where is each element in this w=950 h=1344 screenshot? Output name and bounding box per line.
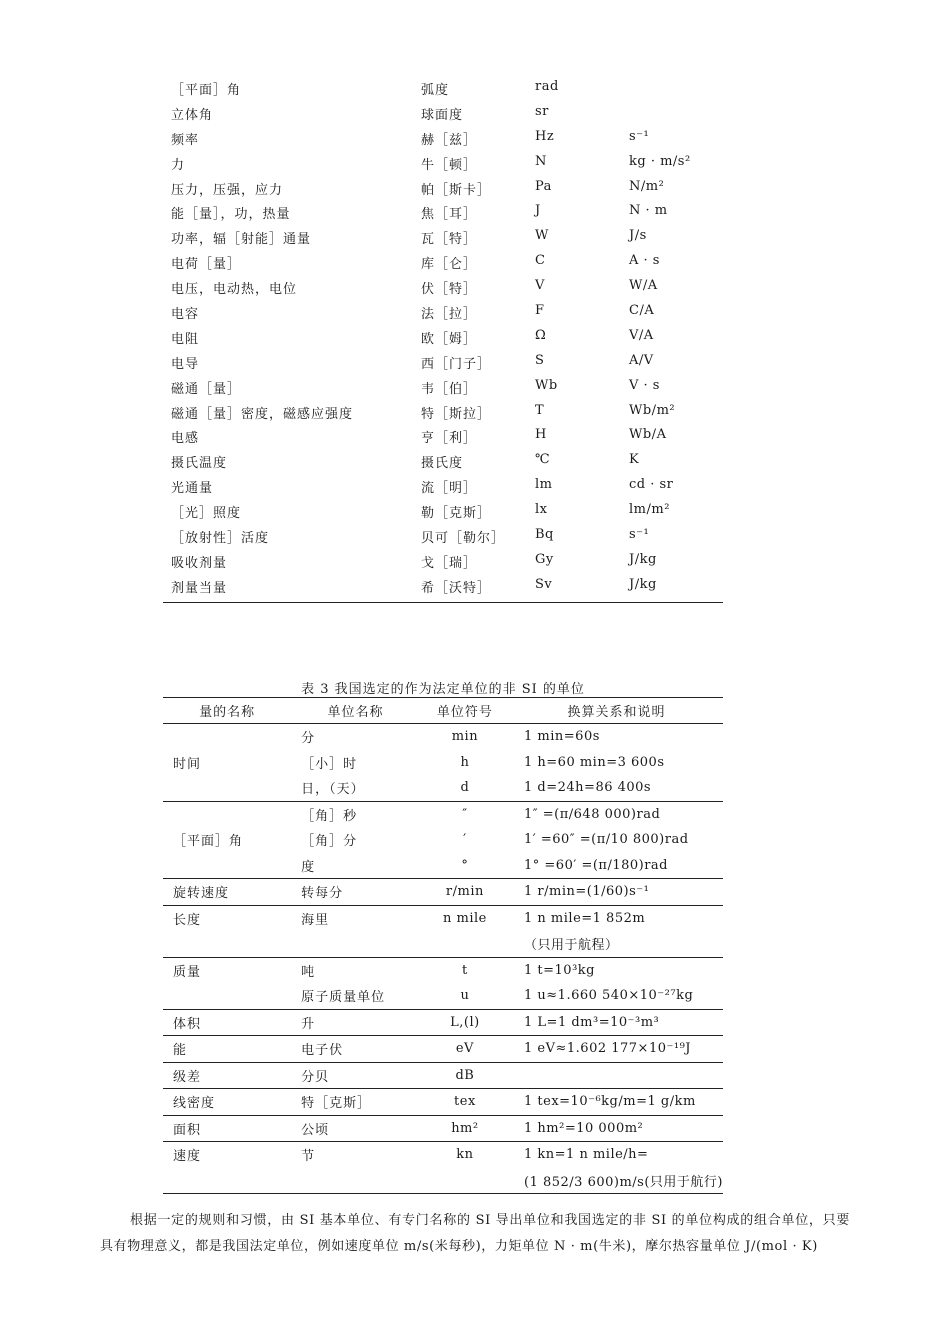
table-row: [163, 202, 723, 227]
unit-name-cell: ［角］分: [301, 834, 358, 850]
table-row: [163, 879, 723, 906]
unit-name-cell: 球面度: [421, 107, 464, 123]
expression-cell: lm/m²: [629, 502, 670, 518]
quantity-cell: 电感: [171, 431, 200, 447]
expression-cell: kg · m/s²: [629, 153, 691, 169]
quantity-cell: [163, 775, 291, 801]
conversion-cell: （只用于航程）: [510, 931, 723, 957]
table-row: [163, 178, 723, 203]
table-row: [163, 377, 723, 402]
table-row: [163, 724, 723, 750]
table-row: [163, 426, 723, 451]
table3-caption: 表 3 我国选定的作为法定单位的非 SI 的单位: [301, 682, 585, 697]
unit-name-cell: 亨［利］: [421, 431, 478, 447]
table-row: [163, 277, 723, 302]
quantity-cell: ［放射性］活度: [171, 531, 270, 547]
conversion-cell: 1 eV≈1.602 177×10⁻¹⁹J: [510, 1036, 723, 1063]
quantity-cell: 磁通［量］密度，磁感应强度: [171, 406, 354, 422]
table-row: [163, 957, 723, 983]
unit-symbol-cell: u: [420, 983, 510, 1009]
unit-symbol-cell: hm²: [420, 1115, 510, 1142]
table-row: [163, 1009, 723, 1036]
unit-name-cell: 日，（天）: [291, 775, 420, 801]
quantity-cell: 质量: [173, 964, 202, 980]
unit-symbol-cell: L,(l): [420, 1009, 510, 1036]
quantity-cell: ［平面］角: [173, 834, 244, 850]
unit-symbol-cell: h: [460, 754, 470, 770]
quantity-cell: 长度: [173, 912, 202, 928]
unit-name-cell: 原子质量单位: [291, 983, 420, 1009]
quantity-cell: 时间: [173, 756, 202, 772]
unit-symbol-cell: S: [535, 352, 545, 368]
unit-name-cell: 赫［兹］: [421, 132, 478, 148]
table-row: [163, 352, 723, 377]
table3-header-row: [163, 698, 723, 724]
table-row: [163, 827, 723, 853]
quantity-cell: 剂量当量: [171, 580, 228, 596]
conversion-cell: (1 852/3 600)m/s(只用于航行): [510, 1168, 723, 1194]
quantity-cell: 吸收剂量: [171, 555, 228, 571]
unit-name-cell: 欧［姆］: [421, 331, 478, 347]
unit-symbol-cell: lx: [535, 502, 548, 518]
conversion-cell: 1 hm²=10 000m²: [510, 1115, 723, 1142]
header-unit-name: 单位名称: [291, 698, 420, 724]
quantity-cell: 电压，电动热，电位: [171, 282, 298, 298]
table-row: [163, 501, 723, 526]
table-row: [163, 526, 723, 551]
expression-cell: W/A: [629, 278, 658, 294]
table-row: [163, 302, 723, 327]
quantity-cell: 光通量: [171, 481, 214, 497]
table-row: [163, 327, 723, 352]
conversion-cell: 1 t=10³kg: [524, 962, 595, 978]
unit-name-cell: 库［仑］: [421, 257, 478, 273]
conversion-cell: 1 d=24h=86 400s: [510, 775, 723, 801]
unit-name-cell: 海里: [301, 912, 330, 928]
unit-name-cell: 摄氏度: [421, 456, 464, 472]
quantity-cell: 速度: [173, 1149, 202, 1165]
paragraph-text: 根据一定的规则和习惯，由 SI 基本单位、有专门名称的 SI 导出单位和我国选定的非 SI 的单位构成的组合单位，只要具有物理意义，都是我国法定单位，例如速度单位 m/s(米每秒)，力矩单位 N · m(牛米)，摩尔热容量单位 J/(mol · K): [100, 1213, 850, 1254]
unit-symbol-cell: Wb: [535, 377, 558, 393]
expression-cell: J/s: [629, 228, 647, 244]
expression-cell: s⁻¹: [629, 527, 650, 543]
quantity-cell: 立体角: [171, 107, 214, 123]
conversion-cell: 1 kn=1 n mile/h=: [524, 1147, 649, 1163]
body-paragraph: [100, 1208, 850, 1260]
table-row: [163, 801, 723, 827]
table-row: [163, 576, 723, 601]
table-row: [163, 451, 723, 476]
expression-cell: N · m: [629, 203, 668, 219]
unit-name-cell: 节: [301, 1149, 316, 1165]
unit-name-cell: [291, 1168, 420, 1194]
unit-symbol-cell: °: [420, 853, 510, 879]
unit-symbol-cell: eV: [420, 1036, 510, 1063]
quantity-cell: 旋转速度: [163, 879, 291, 906]
table-row: [163, 1142, 723, 1168]
unit-name-cell: 公顷: [291, 1115, 420, 1142]
table-row: [163, 983, 723, 1009]
expression-cell: V · s: [629, 377, 660, 393]
unit-symbol-cell: min: [451, 729, 479, 745]
header-unit-symbol: 单位符号: [420, 698, 510, 724]
expression-cell: A/V: [629, 352, 654, 368]
expression-cell: K: [629, 452, 640, 468]
unit-symbol-cell: T: [535, 402, 545, 418]
unit-name-cell: 电子伏: [291, 1036, 420, 1063]
quantity-cell: ［光］照度: [171, 506, 242, 522]
unit-name-cell: 伏［特］: [421, 282, 478, 298]
unit-name-cell: 牛［顿］: [421, 157, 478, 173]
table-row: [163, 1089, 723, 1116]
unit-name-cell: [291, 931, 420, 957]
unit-symbol-cell: J: [535, 203, 541, 219]
expression-cell: V/A: [629, 327, 654, 343]
unit-name-cell: 西［门子］: [421, 356, 492, 372]
table-row: [163, 931, 723, 957]
unit-name-cell: ［角］秒: [301, 808, 358, 824]
conversion-cell: 1″ =(π/648 000)rad: [524, 806, 661, 822]
unit-symbol-cell: H: [535, 427, 547, 443]
unit-symbol-cell: n mile: [442, 910, 487, 926]
unit-symbol-cell: lm: [535, 477, 553, 493]
expression-cell: J/kg: [629, 576, 657, 592]
unit-symbol-cell: N: [535, 153, 547, 169]
unit-name-cell: 分: [301, 731, 316, 747]
unit-name-cell: 戈［瑞］: [421, 555, 478, 571]
unit-name-cell: 瓦［特］: [421, 232, 478, 248]
conversion-cell: 1 u≈1.660 540×10⁻²⁷kg: [510, 983, 723, 1009]
conversion-cell: 1 n mile=1 852m: [524, 910, 646, 926]
conversion-cell: 1 min=60s: [524, 729, 600, 745]
table-row: [163, 750, 723, 776]
quantity-cell: 摄氏温度: [171, 456, 228, 472]
table-row: [163, 476, 723, 501]
unit-name-cell: 升: [291, 1009, 420, 1036]
conversion-cell: 1′ =60″ =(π/10 800)rad: [524, 832, 689, 848]
expression-cell: cd · sr: [629, 477, 674, 493]
conversion-cell: 1 r/min=(1/60)s⁻¹: [510, 879, 723, 906]
unit-symbol-cell: Bq: [535, 527, 554, 543]
table-row: [163, 252, 723, 277]
expression-cell: A · s: [629, 253, 660, 269]
table-bottom-rule: [163, 602, 723, 603]
table-row: [163, 551, 723, 576]
table-row: [163, 103, 723, 128]
expression-cell: s⁻¹: [629, 128, 650, 144]
quantity-cell: 压力，压强，应力: [171, 182, 284, 198]
unit-name-cell: 希［沃特］: [421, 580, 492, 596]
conversion-cell: 1 L=1 dm³=10⁻³m³: [510, 1009, 723, 1036]
quantity-cell: 磁通［量］: [171, 381, 242, 397]
quantity-cell: 能: [163, 1036, 291, 1063]
unit-symbol-cell: Hz: [535, 128, 555, 144]
unit-name-cell: 度: [291, 853, 420, 879]
unit-symbol-cell: kn: [456, 1147, 474, 1163]
conversion-cell: 1 h=60 min=3 600s: [524, 754, 665, 770]
expression-cell: J/kg: [629, 551, 657, 567]
quantity-cell: [163, 801, 291, 827]
table-row: [163, 1168, 723, 1194]
conversion-cell: [510, 1062, 723, 1089]
quantity-cell: 功率，辐［射能］通量: [171, 232, 312, 248]
quantity-cell: [163, 983, 291, 1009]
unit-symbol-cell: Pa: [535, 178, 552, 194]
table-row: [163, 775, 723, 801]
unit-symbol-cell: ′: [463, 832, 467, 848]
unit-symbol-cell: Sv: [535, 576, 553, 592]
unit-symbol-cell: ℃: [535, 452, 551, 468]
derived-units-table: [163, 78, 723, 603]
unit-name-cell: 法［拉］: [421, 307, 478, 323]
quantity-cell: [163, 853, 291, 879]
expression-cell: C/A: [629, 303, 655, 319]
unit-name-cell: 分贝: [291, 1062, 420, 1089]
unit-name-cell: 流［明］: [421, 481, 478, 497]
conversion-cell: 1° =60′ =(π/180)rad: [510, 853, 723, 879]
expression-cell: N/m²: [629, 178, 665, 194]
unit-symbol-cell: Ω: [535, 327, 547, 343]
table-row: [163, 853, 723, 879]
unit-name-cell: ［小］时: [301, 756, 358, 772]
quantity-cell: 线密度: [163, 1089, 291, 1116]
unit-name-cell: 韦［伯］: [421, 381, 478, 397]
unit-symbol-cell: rad: [535, 79, 559, 94]
conversion-cell: 1 tex=10⁻⁶kg/m=1 g/km: [510, 1089, 723, 1116]
unit-name-cell: 转每分: [291, 879, 420, 906]
unit-symbol-cell: ″: [462, 806, 468, 822]
quantity-cell: ［平面］角: [171, 83, 242, 98]
unit-symbol-cell: F: [535, 303, 545, 319]
header-quantity: 量的名称: [163, 698, 291, 724]
unit-symbol-cell: tex: [420, 1089, 510, 1116]
unit-symbol-cell: d: [420, 775, 510, 801]
quantity-cell: 级差: [163, 1062, 291, 1089]
table-row: [163, 153, 723, 178]
quantity-cell: 电阻: [171, 331, 200, 347]
quantity-cell: [163, 1168, 291, 1194]
quantity-cell: 体积: [163, 1009, 291, 1036]
unit-name-cell: 帕［斯卡］: [421, 182, 492, 198]
table-row: [163, 402, 723, 427]
expression-cell: Wb/m²: [629, 402, 676, 418]
expression-cell: Wb/A: [629, 427, 667, 443]
unit-symbol-cell: t: [462, 962, 468, 978]
unit-name-cell: 弧度: [421, 83, 450, 98]
unit-symbol-cell: [420, 1168, 510, 1194]
quantity-cell: 能［量］，功，热量: [171, 207, 291, 223]
quantity-cell: 电荷［量］: [171, 257, 242, 273]
unit-name-cell: 特［斯拉］: [421, 406, 492, 422]
table-row: [163, 1115, 723, 1142]
quantity-cell: 频率: [171, 132, 200, 148]
non-si-units-table: [163, 697, 723, 1194]
quantity-cell: [163, 931, 291, 957]
unit-symbol-cell: [420, 931, 510, 957]
unit-name-cell: 特［克斯］: [291, 1089, 420, 1116]
quantity-cell: 面积: [163, 1115, 291, 1142]
quantity-cell: 力: [171, 157, 186, 173]
unit-name-cell: 焦［耳］: [421, 207, 478, 223]
header-conversion: 换算关系和说明: [510, 698, 723, 724]
table-row: [163, 227, 723, 252]
table-row: [163, 128, 723, 153]
unit-symbol-cell: W: [535, 228, 549, 244]
table-row: [163, 1062, 723, 1089]
quantity-cell: [163, 724, 291, 750]
table-row: [163, 1036, 723, 1063]
table-row: [163, 78, 723, 103]
unit-symbol-cell: sr: [535, 103, 549, 119]
unit-symbol-cell: dB: [420, 1062, 510, 1089]
quantity-cell: 电导: [171, 356, 200, 372]
unit-name-cell: 贝可［勒尔］: [421, 531, 506, 547]
table-row: [163, 905, 723, 931]
unit-symbol-cell: r/min: [420, 879, 510, 906]
quantity-cell: 电容: [171, 307, 200, 323]
unit-symbol-cell: V: [535, 278, 545, 294]
unit-symbol-cell: C: [535, 253, 546, 269]
unit-symbol-cell: Gy: [535, 551, 554, 567]
unit-name-cell: 吨: [301, 964, 316, 980]
unit-name-cell: 勒［克斯］: [421, 506, 492, 522]
